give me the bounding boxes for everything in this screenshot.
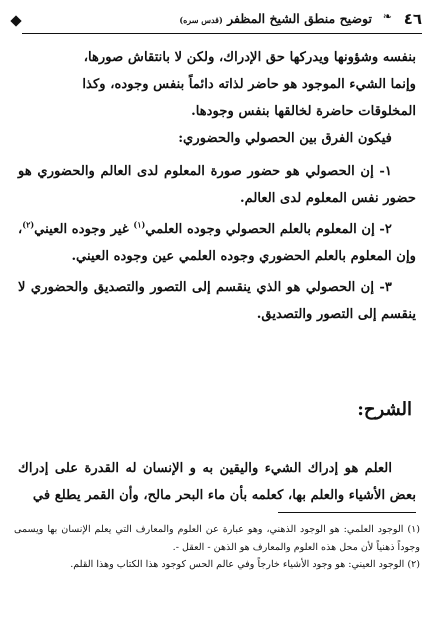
- main-text: [18, 44, 416, 328]
- running-header: [12, 6, 422, 36]
- difference-intro: فيكون الفرق بين الحصولي والحضوري:: [178, 131, 392, 146]
- page-number-ornament-icon: ❧: [382, 10, 392, 23]
- paragraph-line: المخلوقات حاضرة لخالقها بنفس وجودها.: [191, 104, 416, 119]
- page-number: ٤٦: [403, 10, 422, 28]
- sharh-text-block: [18, 455, 416, 509]
- header-rule: [22, 33, 422, 34]
- header-diamond-icon: [10, 15, 21, 26]
- point-2-part-c: ، وإن المعلوم بالعلم الحضوري وجوده العلمي عين وجوده العيني.: [18, 222, 416, 264]
- footnote-divider: [278, 512, 416, 513]
- point-2-part-b: غير وجوده العيني: [34, 222, 134, 237]
- running-title: [42, 11, 372, 26]
- footnotes: [14, 521, 420, 574]
- point-2: [18, 216, 416, 270]
- footnote-ref-2[interactable]: (٢): [22, 219, 35, 230]
- running-title-honorific: (قدس سره): [179, 15, 223, 25]
- point-2-part-a: ٢- إن المعلوم بالعلم الحصولي وجوده العلمي: [145, 222, 392, 237]
- point-3: ٣- إن الحصولي هو الذي ينقسم إلى التصور والتصديق والحضوري لا ينقسم إلى التصور والتصديق.: [18, 280, 416, 322]
- running-title-text: توضيح منطق الشيخ المظفر: [227, 11, 372, 26]
- footnote-1: (١) الوجود العلمي: هو الوجود الذهني، وهو عبارة عن العلوم والمعارف التي يعلم الإنسان بها ويسمى وجوداً ذهنياً لأن محل هذه العلوم والمعارف هو الذهن - العقل -.: [14, 524, 420, 553]
- footnote-ref-1[interactable]: (١): [133, 219, 146, 230]
- sharh-heading: الشرح:: [357, 399, 412, 420]
- sharh-text: العلم هو إدراك الشيء واليقين به و الإنسان له القدرة على إدراك بعض الأشياء والعلم بها، كعلمه بأن ماء البحر مالح، وأن القمر يطلع في: [18, 461, 416, 503]
- point-1: ١- إن الحصولي هو حضور صورة المعلوم لدى العالم والحضوري هو حضور نفس المعلوم لدى العالم.: [18, 164, 416, 206]
- footnote-2: (٢) الوجود العيني: هو وجود الأشياء خارجاً وفي عالم الحس كوجود هذا الكتاب وهذا القلم.: [70, 559, 420, 570]
- paragraph-line: بنفسه وشؤونها ويدركها حق الإدراك، ولكن لا بانتقاش صورها،: [83, 50, 416, 65]
- paragraph-line: وإنما الشيء الموجود هو حاضر لذاته دائماً بنفس وجوده، وكذا: [82, 77, 416, 92]
